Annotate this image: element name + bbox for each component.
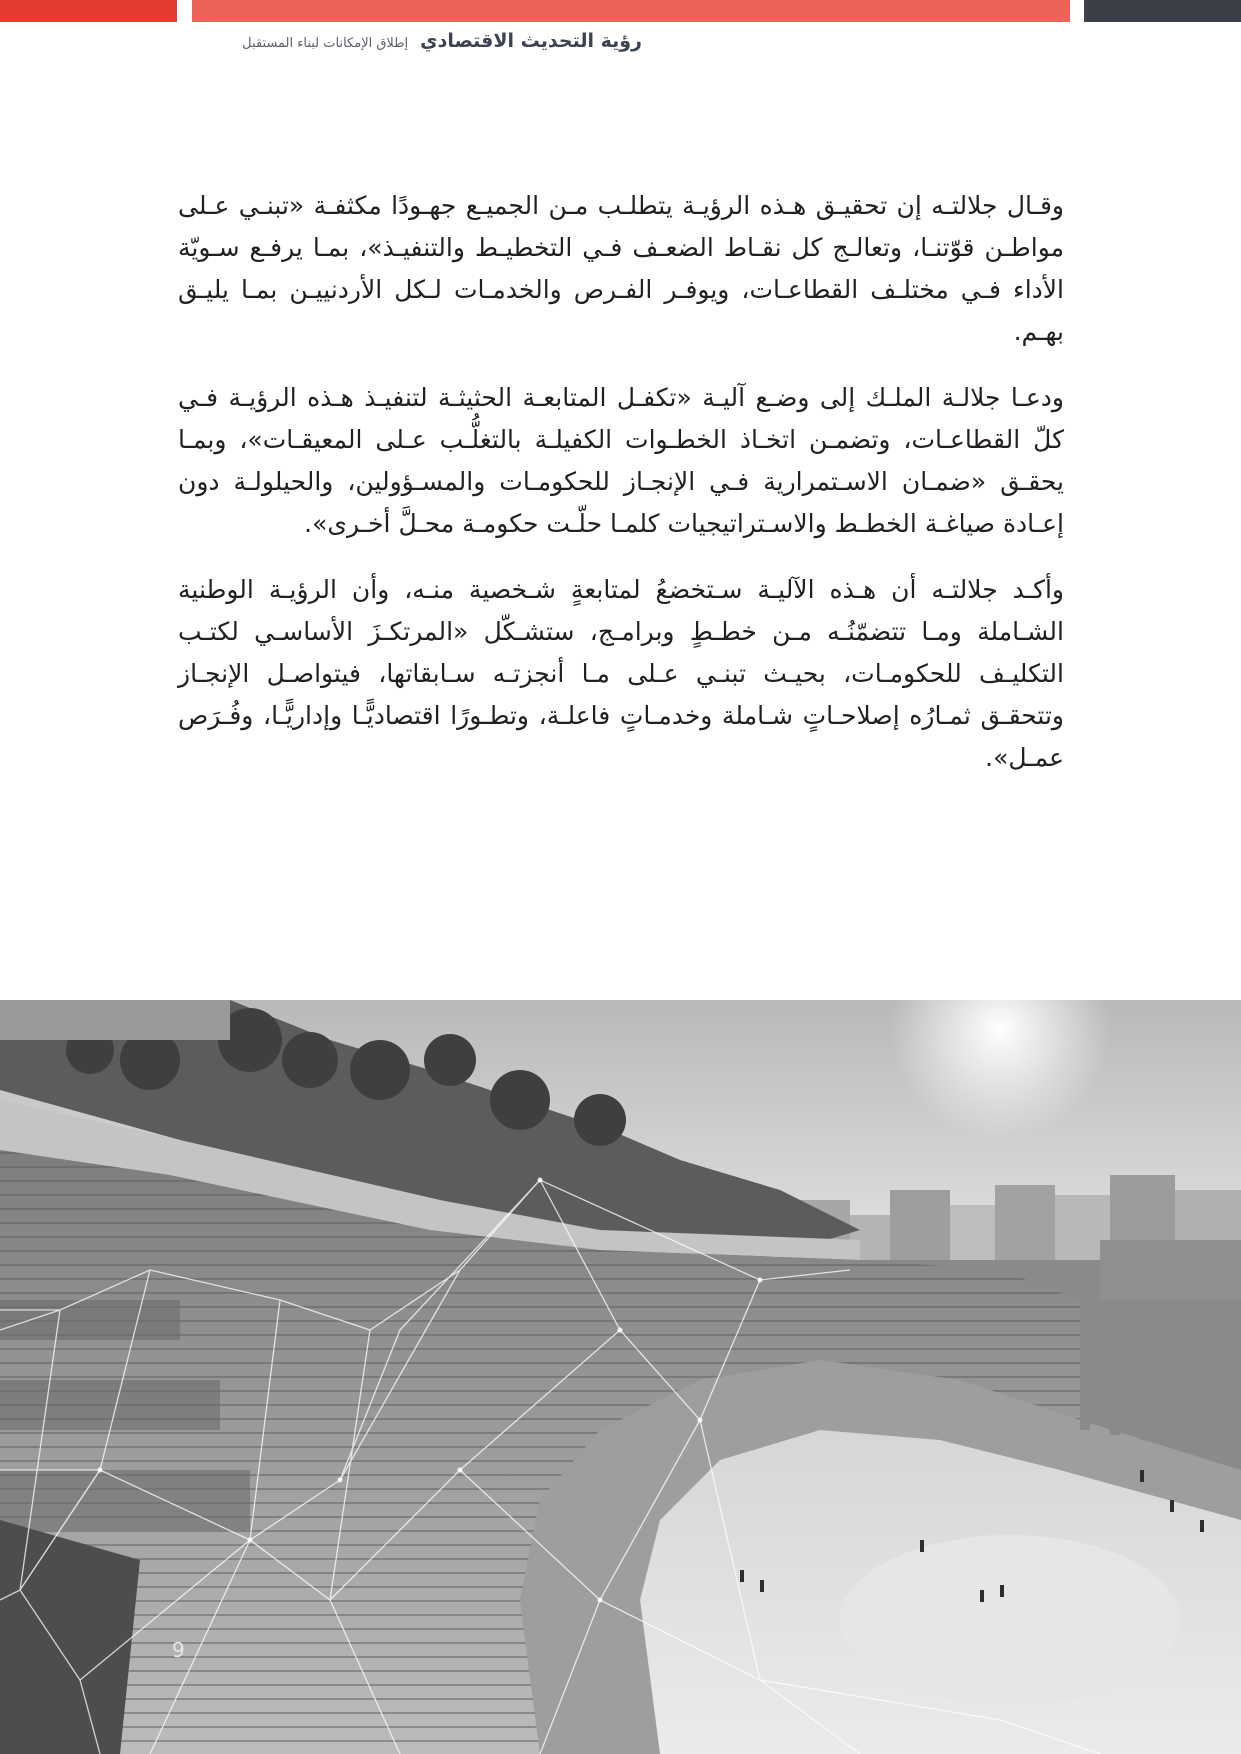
header-subtitle: إطلاق الإمكانات لبناء المستقبل — [242, 36, 409, 51]
top-bar-left — [0, 0, 177, 22]
paragraph-3: وأكـد جلالتـه أن هـذه الآليـة سـتخضعُ لمتابعةٍ شـخصية منـه، وأن الرؤيـة الوطنية الشـاملة ومـا تتضمّنُـه مـن خطـطٍ وبرامـج، ستشـكّل «المرتكـزَ الأساسـي لكتـب التكليـف للحكومـات، بحيـث تبنـي عـلى مـا أنجزتـه سـابقاتها، فيتواصـل الإنجـاز وتتحقـق ثمـارُه إصلاحـاتٍ شـاملة وخدمـاتٍ فاعلـة، وتطـورًا اقتصاديًّـا وإداريًّـا، وفُـرَص عمـل». — [178, 575, 1064, 772]
top-bar-middle — [192, 0, 1070, 22]
page-number: 9 — [172, 1638, 185, 1662]
grass-foreground — [0, 1520, 140, 1754]
paragraph-1: وقـال جلالتـه إن تحقيـق هـذه الرؤيـة يتطلـب مـن الجميـع جهـودًا مكثفـة «تبنـي عـلى مواطـن قوّتنـا، وتعالـج كل نقـاط الضعـف فـي التخطيـط والتنفيـذ»، بمـا يرفـع سـويّة الأداء فـي مختلـف القطاعـات، ويوفـر الفـرص والخدمـات لـكل الأردنييـن بمـا يليـق بهـم. — [178, 191, 1064, 346]
running-header — [198, 30, 642, 60]
orchestra-circle — [840, 1535, 1180, 1705]
paragraph-2: ودعـا جلالـة الملـك إلى وضـع آليـة «تكفـل المتابعـة الحثيثـة لتنفيـذ هـذه الرؤيـة فـي كلّ القطاعـات، وتضمـن اتخـاذ الخطـوات الكفيلـة بالتغلُّـب عـلى المعيقـات»، وبمـا يحقـق «ضمـان الاسـتمرارية فـي الإنجـاز للحكومـات والمسـؤولين، والحيلولـة دون إعـادة صياغـة الخطـط والاسـتراتيجيات كلمـا حلّـت حكومـة محـلَّ أخـرى». — [178, 383, 1064, 538]
article-body — [178, 185, 1064, 803]
header-title: رؤية التحديث الاقتصادي — [420, 30, 642, 52]
house-left — [0, 1000, 230, 1040]
top-bar-right — [1084, 0, 1241, 22]
